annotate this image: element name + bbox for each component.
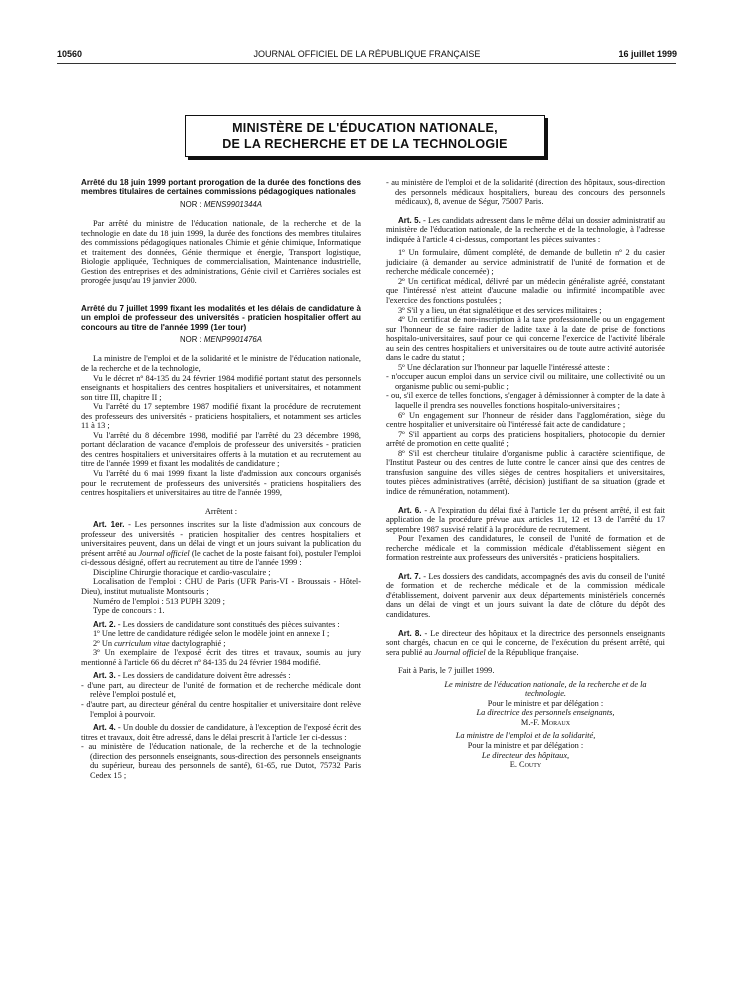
- nor-code: MENP9901476A: [203, 334, 262, 344]
- nor-code: MENS9901344A: [203, 199, 262, 209]
- article-label: Art. 2.: [93, 619, 116, 629]
- nor-label: NOR :: [180, 199, 202, 209]
- article-5: Art. 5. - Les candidats adressent dans le même délai un dossier administratif au ministère de l'éducation nationale, de la recherche et de la technologie, à l'adresse indiquée à l'article 4 ci-dessus, comportant les pièces suivantes :: [386, 215, 666, 244]
- preamble-paragraph: Vu l'arrêté du 17 septembre 1987 modifié fixant la procédure de recrutement des professeurs des universités - praticiens hospitaliers, et notamment ses articles 11 à 13 ;: [81, 402, 361, 431]
- article-5-item: 3º S'il y a lieu, un état signalétique et des services militaires ;: [398, 305, 602, 315]
- article-5-item: 8º S'il est chercheur titulaire d'organisme public à caractère scientifique, de l'Institut Pasteur ou des centres de lutte contre le cancer ainsi que des centres de transfusion sanguine des villes sièges de centres hospitaliers et universitaires, toutes pièces administratives (arrêté, décision) justifiant de sa situation (grade et indice de rémunération, notamment).: [386, 448, 665, 496]
- article-5-dash-item: - n'occuper aucun emploi dans un service civil ou militaire, une collectivité ou un organisme public ou semi-public ;: [386, 372, 665, 391]
- article-3-item: - d'autre part, au directeur général du centre hospitalier et universitaire dont relève l'emploi à pourvoir.: [81, 700, 361, 719]
- article-7: Art. 7. - Les dossiers des candidats, accompagnés des avis du conseil de l'unité de formation et de recherche médicale et de la commission médicale d'établissement, doivent parvenir aux deux départements ministériels concernés dans un délai de vingt et un jours suivant la date de clôture du dépôt des candidatures.: [386, 571, 665, 619]
- ministry-box: [185, 115, 545, 157]
- journal-title: JOURNAL OFFICIEL DE LA RÉPUBLIQUE FRANÇAISE: [253, 49, 481, 59]
- article-1-detail: Type de concours : 1.: [93, 606, 165, 616]
- signature-place-date: Fait à Paris, le 7 juillet 1999.: [398, 666, 495, 676]
- article-5-item: 2º Un certificat médical, délivré par un médecin généraliste agréé, constatant que l'intéressé n'est atteint d'aucune maladie ou infirmité incompatible avec l'exercice des fonctions postulées ;: [386, 276, 665, 306]
- article-6-paragraph: Pour l'examen des candidatures, le conseil de l'unité de formation et de recherche médicale et la commission médicale d'établissement siègent en formation restreinte aux professeurs des universités - praticiens hospitaliers.: [386, 534, 665, 563]
- signatory-name: M.-F. Moraux: [520, 717, 571, 727]
- page-number: 10560: [57, 49, 83, 59]
- article-6: Art. 6. - A l'expiration du délai fixé à l'article 1er du présent arrêté, il est fait application de la procédure prévue aux articles 11, 12 et 13 de l'arrêté du 17 septembre 1987 susvisé relatif à la procédure de recrutement.: [386, 505, 666, 534]
- issue-date: 16 juillet 1999: [618, 49, 677, 59]
- signatory-office: Le ministre de l'éducation nationale, de la recherche et de la technologie.: [444, 679, 647, 699]
- article-8: Art. 8. - Le directeur des hôpitaux et la directrice des personnels enseignants sont chargés, chacun en ce qui le concerne, de l'exécution du présent arrêté, qui sera publié au Journal officiel de la République française.: [386, 628, 665, 657]
- signatory-role: La directrice des personnels enseignants,: [476, 708, 615, 718]
- article-label: Art. 4.: [93, 723, 116, 733]
- article-5-dash-item: - ou, s'il exerce de telles fonctions, s'engager à démissionner à compter de la date à laquelle il prendra ses nouvelles fonctions hospitalo-universitaires ;: [386, 391, 665, 411]
- header-rule: [57, 63, 676, 64]
- decree1-title: Arrêté du 18 juin 1999 portant prorogation de la durée des fonctions des membres titulaires de certaines commissions pédagogiques nationales: [81, 178, 361, 197]
- article-3-item: - d'une part, au directeur de l'unité de formation et de recherche médicale dont relève l'emploi postulé et,: [81, 680, 361, 700]
- article-5-item: 5º Une déclaration sur l'honneur par laquelle l'intéressé atteste :: [398, 362, 610, 372]
- signatory-role: Le directeur des hôpitaux,: [481, 750, 570, 760]
- preamble-paragraph: Vu l'arrêté du 6 mai 1999 fixant la liste d'admission aux concours organisés pour le recrutement de professeurs des universités - praticiens hospitaliers des centres hospitaliers et universitaires au titre de l'année 1999,: [81, 468, 361, 498]
- article-5-item: 1º Un formulaire, dûment complété, de demande de bulletin nº 2 du casier judiciaire (à demander au service administratif de l'unité de formation et de recherche médicale concernée) ;: [386, 248, 665, 277]
- article-3: Art. 3. - Les dossiers de candidature doivent être adressés :: [93, 671, 291, 681]
- decree1-nor: [81, 200, 361, 210]
- nor-label: NOR :: [180, 334, 202, 344]
- right-column: [386, 178, 665, 770]
- article-2-item: 3º Un exemplaire de l'exposé écrit des titres et travaux, soumis au jury mentionné à l'article 66 du décret nº 84-135 du 24 février 1984 modifié.: [81, 648, 361, 667]
- article-4-item: - au ministère de l'emploi et de la solidarité (direction des hôpitaux, sous-direction des personnels médicaux hospitaliers, bureau des concours des personnels médicaux), 8, avenue de Ségur, 75007 Paris.: [386, 178, 665, 207]
- article-1-detail: Localisation de l'emploi : CHU de Paris (UFR Paris-VI - Broussais - Hôtel-Dieu), institut mutualiste Montsouris ;: [81, 577, 361, 596]
- preamble-paragraph: La ministre de l'emploi et de la solidarité et le ministre de l'éducation nationale, de la recherche et de la technologie,: [81, 354, 361, 373]
- article-4-item: - au ministère de l'éducation nationale, de la recherche et de la technologie (direction des personnels enseignants, sous-direction des personnels enseignants du supérieur, bureau des personnels de santé), 61-65, rue Dutot, 75732 Paris Cedex 15 ;: [81, 742, 361, 780]
- article-label: Art. 7.: [398, 571, 421, 581]
- article-4: Art. 4. - Un double du dossier de candidature, à l'exception de l'exposé écrit des titres et travaux, doit être adressé, dans le délai prescrit à l'article 1er ci-dessus :: [81, 723, 362, 742]
- signatory-delegation: Pour le ministre et par délégation :: [487, 698, 604, 708]
- article-1: Art. 1er. - Les personnes inscrites sur la liste d'admission aux concours de professeur des universités - praticien hospitalier des centres hospitaliers et universitaires peuvent, dans un délai de vingt et un jours suivant la publication du présent arrêté au Journal officiel (le cachet de la poste faisant foi), postuler l'emploi ci-dessous désigné, offert au recrutement au titre de l'année 1999 :: [81, 520, 362, 568]
- arretent-heading: Arrêtent :: [204, 506, 238, 516]
- article-5-item: 6º Un engagement sur l'honneur de résider dans l'agglomération, siège du centre hospitalier et universitaire où l'intéressé fait acte de candidature ;: [386, 410, 665, 430]
- article-label: Art. 1er.: [93, 520, 125, 530]
- signatory-office: La ministre de l'emploi et de la solidarité,: [455, 731, 596, 741]
- article-label: Art. 3.: [93, 671, 116, 681]
- signatory-name: E. Couty: [509, 760, 542, 770]
- signature-block-2: [386, 731, 665, 769]
- left-column: [81, 178, 361, 780]
- article-2: Art. 2. - Les dossiers de candidature sont constitués des pièces suivantes :: [93, 619, 340, 629]
- ministry-line-1: MINISTÈRE DE L'ÉDUCATION NATIONALE,: [232, 121, 498, 135]
- article-5-item: 7º S'il appartient au corps des praticiens hospitaliers, photocopie du dernier arrêté de promotion en cette qualité ;: [386, 429, 665, 449]
- signature-block-1: [386, 680, 665, 728]
- ministry-line-2: DE LA RECHERCHE ET DE LA TECHNOLOGIE: [222, 137, 508, 151]
- preamble-paragraph: Vu le décret nº 84-135 du 24 février 1984 modifié portant statut des personnels enseignants et hospitaliers des centres hospitaliers et universitaires, et notamment son titre III, chapitre II ;: [81, 373, 361, 402]
- article-2-item: 1º Une lettre de candidature rédigée selon le modèle joint en annexe I ;: [93, 629, 330, 639]
- article-5-item: 4º Un certificat de non-inscription à la taxe professionnelle ou un engagement sur l'honneur de se faire radier de ladite taxe à la date de prise de fonctions hospitalo-universitaires, sauf pour ce qui concerne l'exercice de l'activité libérale au sein des centres hospitaliers et universitaires ou de toute autre activité autorisée dans le cadre du statut ;: [386, 315, 665, 363]
- preamble-paragraph: Vu l'arrêté du 8 décembre 1998, modifié par l'arrêté du 23 décembre 1998, portant déclaration de vacance d'emplois de professeur des universités - praticien des centres hospitaliers et universitaires offerts à la mutation et au recrutement au titre de l'année 1999 et fixant les modalités de candidature ;: [81, 430, 361, 469]
- signatory-delegation: Pour la ministre et par délégation :: [467, 740, 584, 750]
- article-1-detail: Discipline Chirurgie thoracique et cardio-vasculaire ;: [93, 567, 271, 577]
- decree1-body: Par arrêté du ministre de l'éducation nationale, de la recherche et de la technologie en date du 18 juin 1999, la durée des fonctions des membres titulaires des commissions pédagogiques nationales Chimie et génie chimique, Informatique et traitement des données, Génie thermique et énergie, Transport logistique, Biologie appliquée, Techniques de commercialisation, Maintenance industrielle, Gestion des entreprises et des administrations, Génie civil et Carrières sociales est prorogée jusqu'au 19 janvier 2000.: [81, 219, 361, 286]
- article-label: Art. 8.: [398, 628, 422, 638]
- article-1-detail: Numéro de l'emploi : 513 PUPH 3209 ;: [93, 596, 225, 606]
- article-label: Art. 6.: [398, 505, 422, 515]
- article-label: Art. 5.: [398, 215, 421, 225]
- decree2-title: Arrêté du 7 juillet 1999 fixant les modalités et les délais de candidature à un emploi de professeur des universités - praticien hospitalier offert au concours au titre de l'année 1999 (1er tour): [81, 303, 361, 332]
- article-2-item: 2º Un curriculum vitae dactylographié ;: [93, 638, 226, 648]
- decree2-nor: [81, 335, 361, 345]
